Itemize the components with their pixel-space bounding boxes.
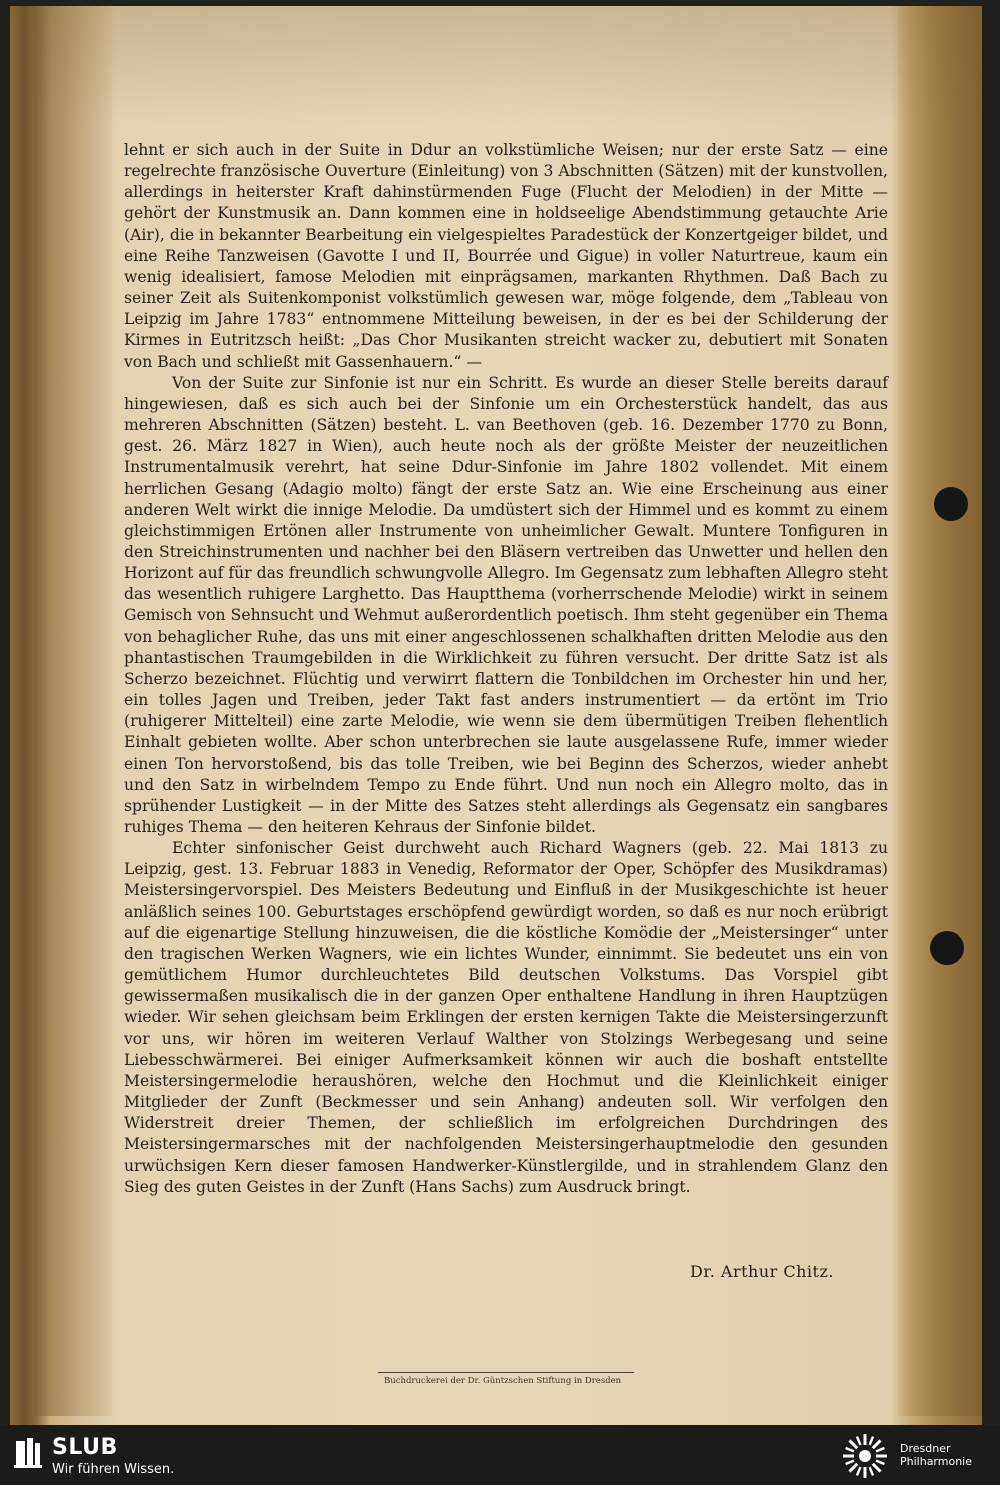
left-tape-strip (34, 6, 112, 1416)
author-signature: Dr. Arthur Chitz. (690, 1262, 834, 1281)
paragraph-wagner: Echter sinfonischer Geist durchweht auch Richard Wagners (geb. 22. Mai 1813 zu Leipzig, gest. 13. Februar 1883 in Venedig, Reformator der Oper, Schöpfer des Musikdramas) Meistersingervorspiel. Des Meisters Bedeutung und Einfluß in der Musikgeschichte ist heuer anläßlich seines 100. Geburtstages erschöpfend gewürdigt worden, so daß es nur noch erübrigt auf die eigenartige Stellung hinzuweisen, die die köstliche Komödie der „Meistersinger“ unter den tragischen Werken Wagners, wie ein lichtes Wunder, einnimmt. Sie bedeutet uns ein von gemütlichem Humor durchleuchtetes Bild deutschen Volkstums. Das Vorspiel gibt gewissermaßen musikalisch die in der ganzen Oper enthaltene Handlung in ihren Hauptzügen wieder. Wir sehen gleichsam beim Erklingen der ersten kernigen Takte die Meistersingerzunft vor uns, wir hören im weiteren Verlauf Walther von Stolzings Werbegesang und seine Liebesschwärmerei. Bei einiger Aufmerksamkeit können wir auch die boshaft entstellte Meistersingermelodie heraushören, welche den Hochmut und die Kleinlichkeit einiger Mitglieder der Zunft (Beckmesser und sein Anhang) andeuten soll. Wir verfolgen den Widerstreit dreier Themen, der schließlich im erfolgreichen Durchdringen des Meistersingermarsches mit der nachfolgenden Meistersingerhauptmelodie den gesunden urwüchsigen Kern dieser famosen Handwerker-Künstlergilde, und in strahlendem Glanz den Sieg des guten Geistes in der Zunft (Hans Sachs) zum Ausdruck bringt. (124, 839, 888, 1196)
paragraph-suite: lehnt er sich auch in der Suite in Ddur an volkstümliche Weisen; nur der erste Satz — eine regelrechte französische Ouverture (Einleitung) von 3 Abschnitten (Sätzen) mit der kunstvollen, allerdings in heiterster Kraft dahinstürmenden Fuge (Flucht der Melodien) in der Mitte — gehört der Kunstmusik an. Dann kommen eine in holdseelige Abendstimmung getauchte Arie (Air), die in bekannter Bearbeitung ein vielgespieltes Paradestück der Konzertgeiger bildet, und eine Reihe Tanzweisen (Gavotte I und II, Bourrée und Gigue) in voller Naturtreue, kaum ein wenig idealisiert, famose Melodien mit einprägsamen, markanten Rhythmen. Daß Bach zu seiner Zeit als Suitenkomponist volkstümlich gewesen war, möge folgende, dem „Tableau von Leipzig im Jahre 1783“ entnommene Mitteilung beweisen, in der es bei der Schilderung der Kirmes in Eutritzsch heißt: „Das Chor Musikanten streicht wacker zu, debutiert mit Sonaten von Bach und schließt mit Gassenhauern.“ — (124, 141, 888, 371)
philharmonie-line1: Dresdner (900, 1442, 951, 1455)
slub-tagline: Wir führen Wissen. (52, 1462, 175, 1477)
article-text (124, 140, 888, 1198)
paper-stain (10, 6, 982, 126)
slub-title[interactable]: SLUB (52, 1435, 118, 1460)
paragraph-beethoven: Von der Suite zur Sinfonie ist nur ein Schritt. Es wurde an dieser Stelle bereits darauf hingewiesen, daß es sich auch bei der Sinfonie um ein Orchesterstück handelt, das aus mehreren Abschnitten (Sätzen) besteht. L. van Beethoven (geb. 16. Dezember 1770 zu Bonn, gest. 26. März 1827 in Wien), auch heute noch als der größte Meister der neuzeitlichen Instrumentalmusik verehrt, hat seine Ddur-Sinfonie im Jahre 1802 vollendet. Mit einem herrlichen Gesang (Adagio molto) fängt der erste Satz an. Wie eine Erscheinung aus einer anderen Welt wirkt die innige Melodie. Da umdüstert sich der Himmel und es kommt zu einem gleichstimmigen Ertönen aller Instrumente von unheimlicher Gewalt. Muntere Tonfiguren in den Streichinstrumenten und nachher bei den Bläsern vertreiben das Unwetter und hellen den Horizont auf für das freundlich schwungvolle Allegro. Im Gegensatz zum lebhaften Allegro steht das wesentlich ruhigere Larghetto. Das Hauptthema (vorherrschende Melodie) wirkt in seinem Gemisch von Sehnsucht und Wehmut außerordentlich poetisch. Ihm steht gegenüber ein Thema von behaglicher Ruhe, das uns mit einer angeschlossenen schalkhaften dritten Melodie aus den phantastischen Traumgebilden in die Wirklichkeit zu führen versucht. Der dritte Satz ist als Scherzo bezeichnet. Flüchtig und verwirrt flattern die Tonbildchen im Orchester hin und her, ein tolles Jagen und Treiben, jeder Takt fast anders instrumentiert — da ertönt im Trio (ruhigerer Mittelteil) eine zarte Melodie, wie wenn sie dem übermütigen Treiben flehentlich Einhalt gebieten wollte. Aber schon unterbrechen sie laute ausgelassene Rufe, immer wieder einen Ton hervorstoßend, bis das tolle Treiben, wie bei Beginn des Scherzos, wieder anhebt und den Satz in wirbelndem Tempo zu Ende führt. Und nun noch ein Allegro molto, das in sprühender Lustigkeit — in der Mitte des Satzes steht allerdings als Gegensatz ein sangbares ruhiges Thema — den heiteren Kehraus der Sinfonie bildet. (124, 373, 888, 836)
philharmonie-line2: Philharmonie (900, 1455, 972, 1468)
philharmonie-name[interactable] (900, 1442, 972, 1468)
punch-hole (930, 931, 964, 965)
printer-divider (378, 1372, 634, 1373)
philharmonie-logo-icon[interactable] (842, 1433, 888, 1479)
viewer-footer (0, 1425, 1000, 1485)
right-tape-strip (898, 6, 982, 1416)
punch-hole (934, 487, 968, 521)
printer-imprint: Buchdruckerei der Dr. Güntzschen Stiftung in Dresden (384, 1376, 622, 1386)
slub-logo-icon[interactable] (14, 1437, 42, 1469)
